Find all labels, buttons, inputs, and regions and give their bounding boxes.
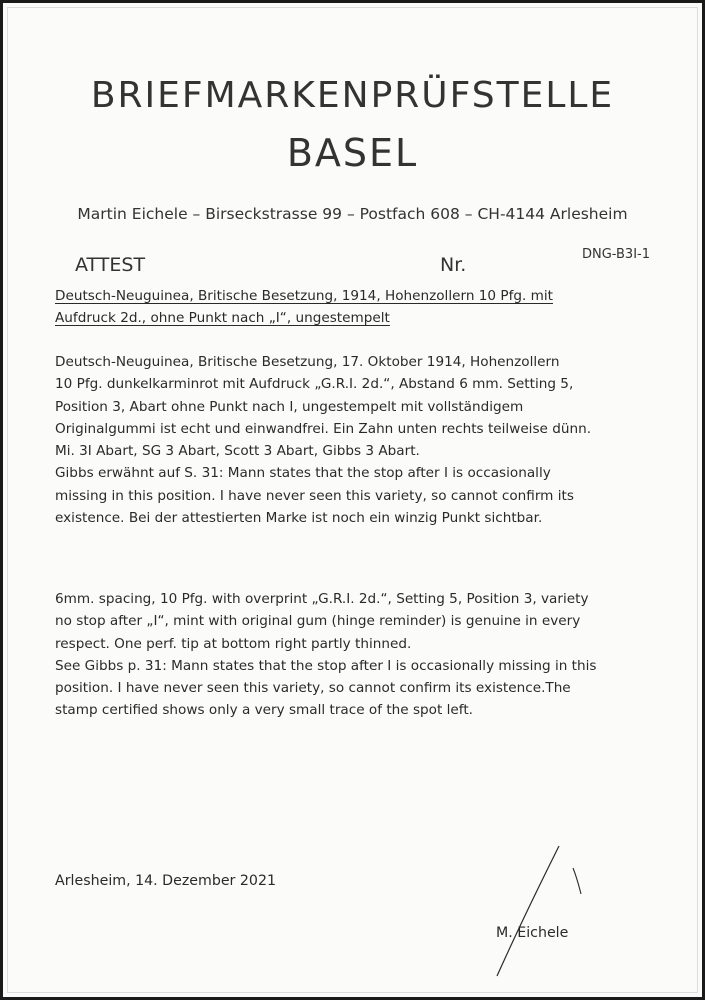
english-line: stamp certified shows only a very small trace of the spot left. xyxy=(55,702,473,719)
german-line: Position 3, Abart ohne Punkt nach I, ungestempelt mit vollständigem xyxy=(55,398,524,415)
german-line: existence. Bei der attestierten Marke ist noch ein winzig Punkt sichtbar. xyxy=(55,510,543,527)
subject-line: Deutsch-Neuguinea, Britische Besetzung, 1914, Hohenzollern 10 Pfg. mit xyxy=(55,288,553,304)
german-line: Mi. 3I Abart, SG 3 Abart, Scott 3 Abart, Gibbs 3 Abart. xyxy=(55,443,420,460)
attest-label: ATTEST xyxy=(75,254,146,276)
place-and-date: Arlesheim, 14. Dezember 2021 xyxy=(55,873,277,889)
english-line: 6mm. spacing, 10 Pfg. with overprint „G.R.I. 2d.“, Setting 5, Position 3, variety xyxy=(55,591,589,607)
german-description xyxy=(55,351,675,529)
reference-code: DNG-B3I-1 xyxy=(581,247,650,262)
german-line: 10 Pfg. dunkelkarminrot mit Aufdruck „G.R.I. 2d.“, Abstand 6 mm. Setting 5, xyxy=(55,376,574,393)
english-line: See Gibbs p. 31: Mann states that the stop after I is occasionally missing in this xyxy=(55,657,597,674)
german-line: Originalgummi ist echt und einwandfrei. Ein Zahn unten rechts teilweise dünn. xyxy=(55,420,592,437)
english-description xyxy=(55,588,675,722)
english-line: position. I have never seen this variety, so cannot confirm its existence.The xyxy=(55,680,571,697)
handwritten-signature xyxy=(463,838,613,988)
number-label: Nr. xyxy=(440,254,467,276)
institution-address: Martin Eichele – Birseckstrasse 99 – Postfach 608 – CH-4144 Arlesheim xyxy=(77,205,628,223)
institution-title: BRIEFMARKENPRÜFSTELLE xyxy=(90,75,615,116)
german-line: Deutsch-Neuguinea, Britische Besetzung, 17. Oktober 1914, Hohenzollern xyxy=(55,354,560,370)
institution-city: BASEL xyxy=(286,131,419,175)
german-line: Gibbs erwähnt auf S. 31: Mann states that the stop after I is occasionally xyxy=(55,465,551,482)
english-line: no stop after „I“, mint with original gum (hinge reminder) is genuine in every xyxy=(55,613,581,630)
german-line: missing in this position. I have never seen this variety, so cannot confirm its xyxy=(55,487,574,504)
certificate-subject xyxy=(55,285,675,329)
english-line: respect. One perf. tip at bottom right partly thinned. xyxy=(55,635,412,652)
subject-line: Aufdruck 2d., ohne Punkt nach „I“, ungestempelt xyxy=(55,310,390,326)
signatory-name: M. Eichele xyxy=(496,925,569,941)
